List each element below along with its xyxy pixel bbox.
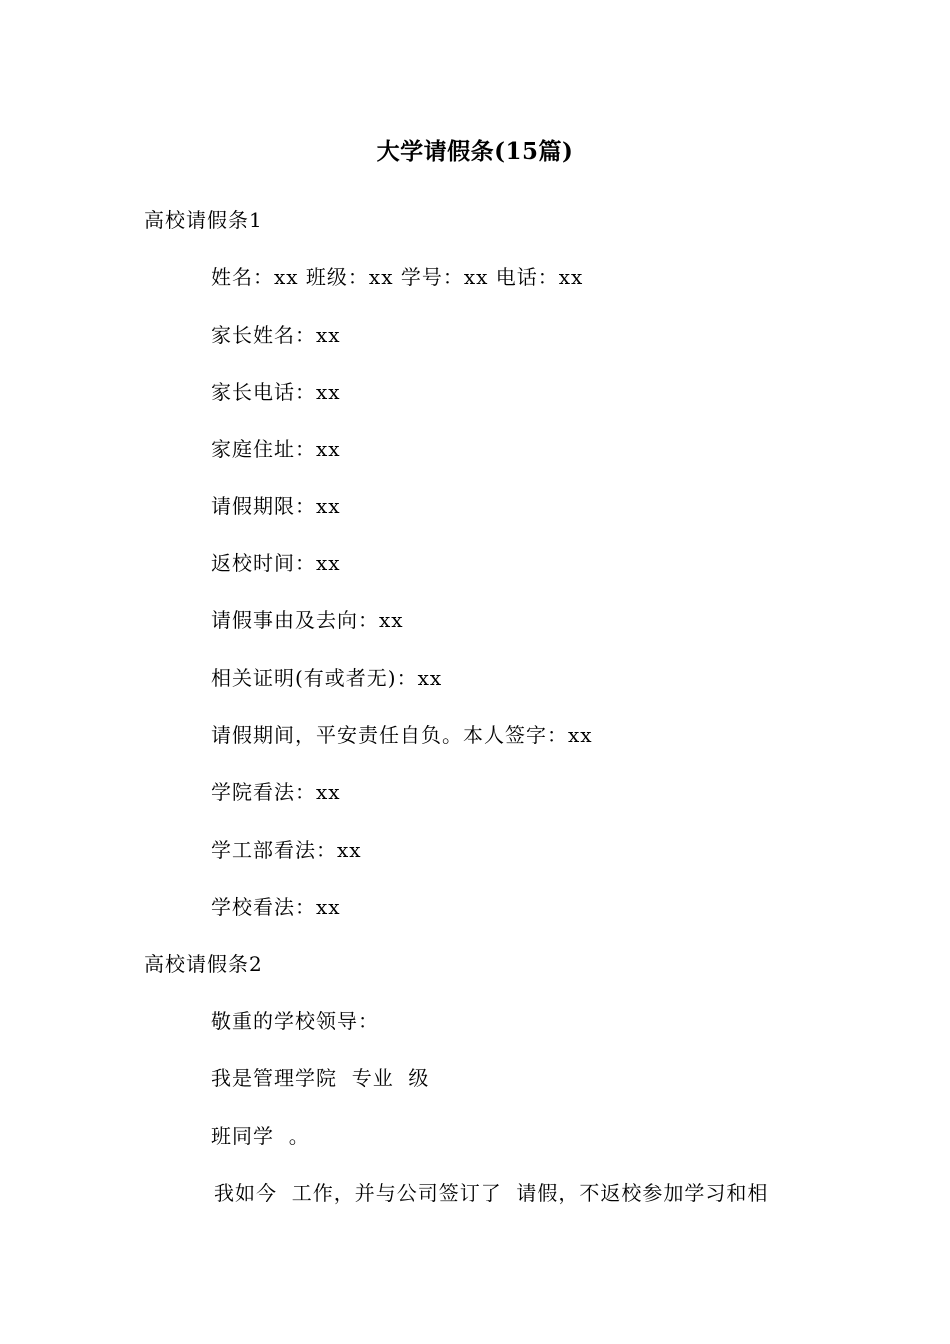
field-line-school-opinion: 学校看法：xx xyxy=(211,895,341,919)
field-line-name-class-id-phone: 姓名：xx 班级：xx 学号：xx 电话：xx xyxy=(211,265,584,289)
field-line-parent-phone: 家长电话：xx xyxy=(211,380,341,404)
letter-body-line: 班同学 。 xyxy=(211,1124,310,1148)
letter-salutation: 敬重的学校领导： xyxy=(211,1009,379,1033)
field-line-reason-destination: 请假事由及去向：xx xyxy=(211,608,404,632)
letter-body-line: 我如今 工作，并与公司签订了 请假，不返校参加学习和相 xyxy=(214,1181,769,1205)
section-heading-2: 高校请假条2 xyxy=(144,952,263,976)
field-line-home-address: 家庭住址：xx xyxy=(211,437,341,461)
field-line-signature: 请假期间，平安责任自负。本人签字：xx xyxy=(211,723,593,747)
field-line-leave-period: 请假期限：xx xyxy=(211,494,341,518)
field-line-proof: 相关证明(有或者无)：xx xyxy=(211,666,443,690)
field-line-return-time: 返校时间：xx xyxy=(211,551,341,575)
letter-body-line: 我是管理学院 专业 级 xyxy=(211,1066,430,1090)
field-line-college-opinion: 学院看法：xx xyxy=(211,780,341,804)
section-heading-1: 高校请假条1 xyxy=(144,208,263,232)
document-title: 大学请假条(15篇) xyxy=(376,138,574,165)
field-line-student-affairs-opinion: 学工部看法：xx xyxy=(211,838,362,862)
field-line-parent-name: 家长姓名：xx xyxy=(211,323,341,347)
